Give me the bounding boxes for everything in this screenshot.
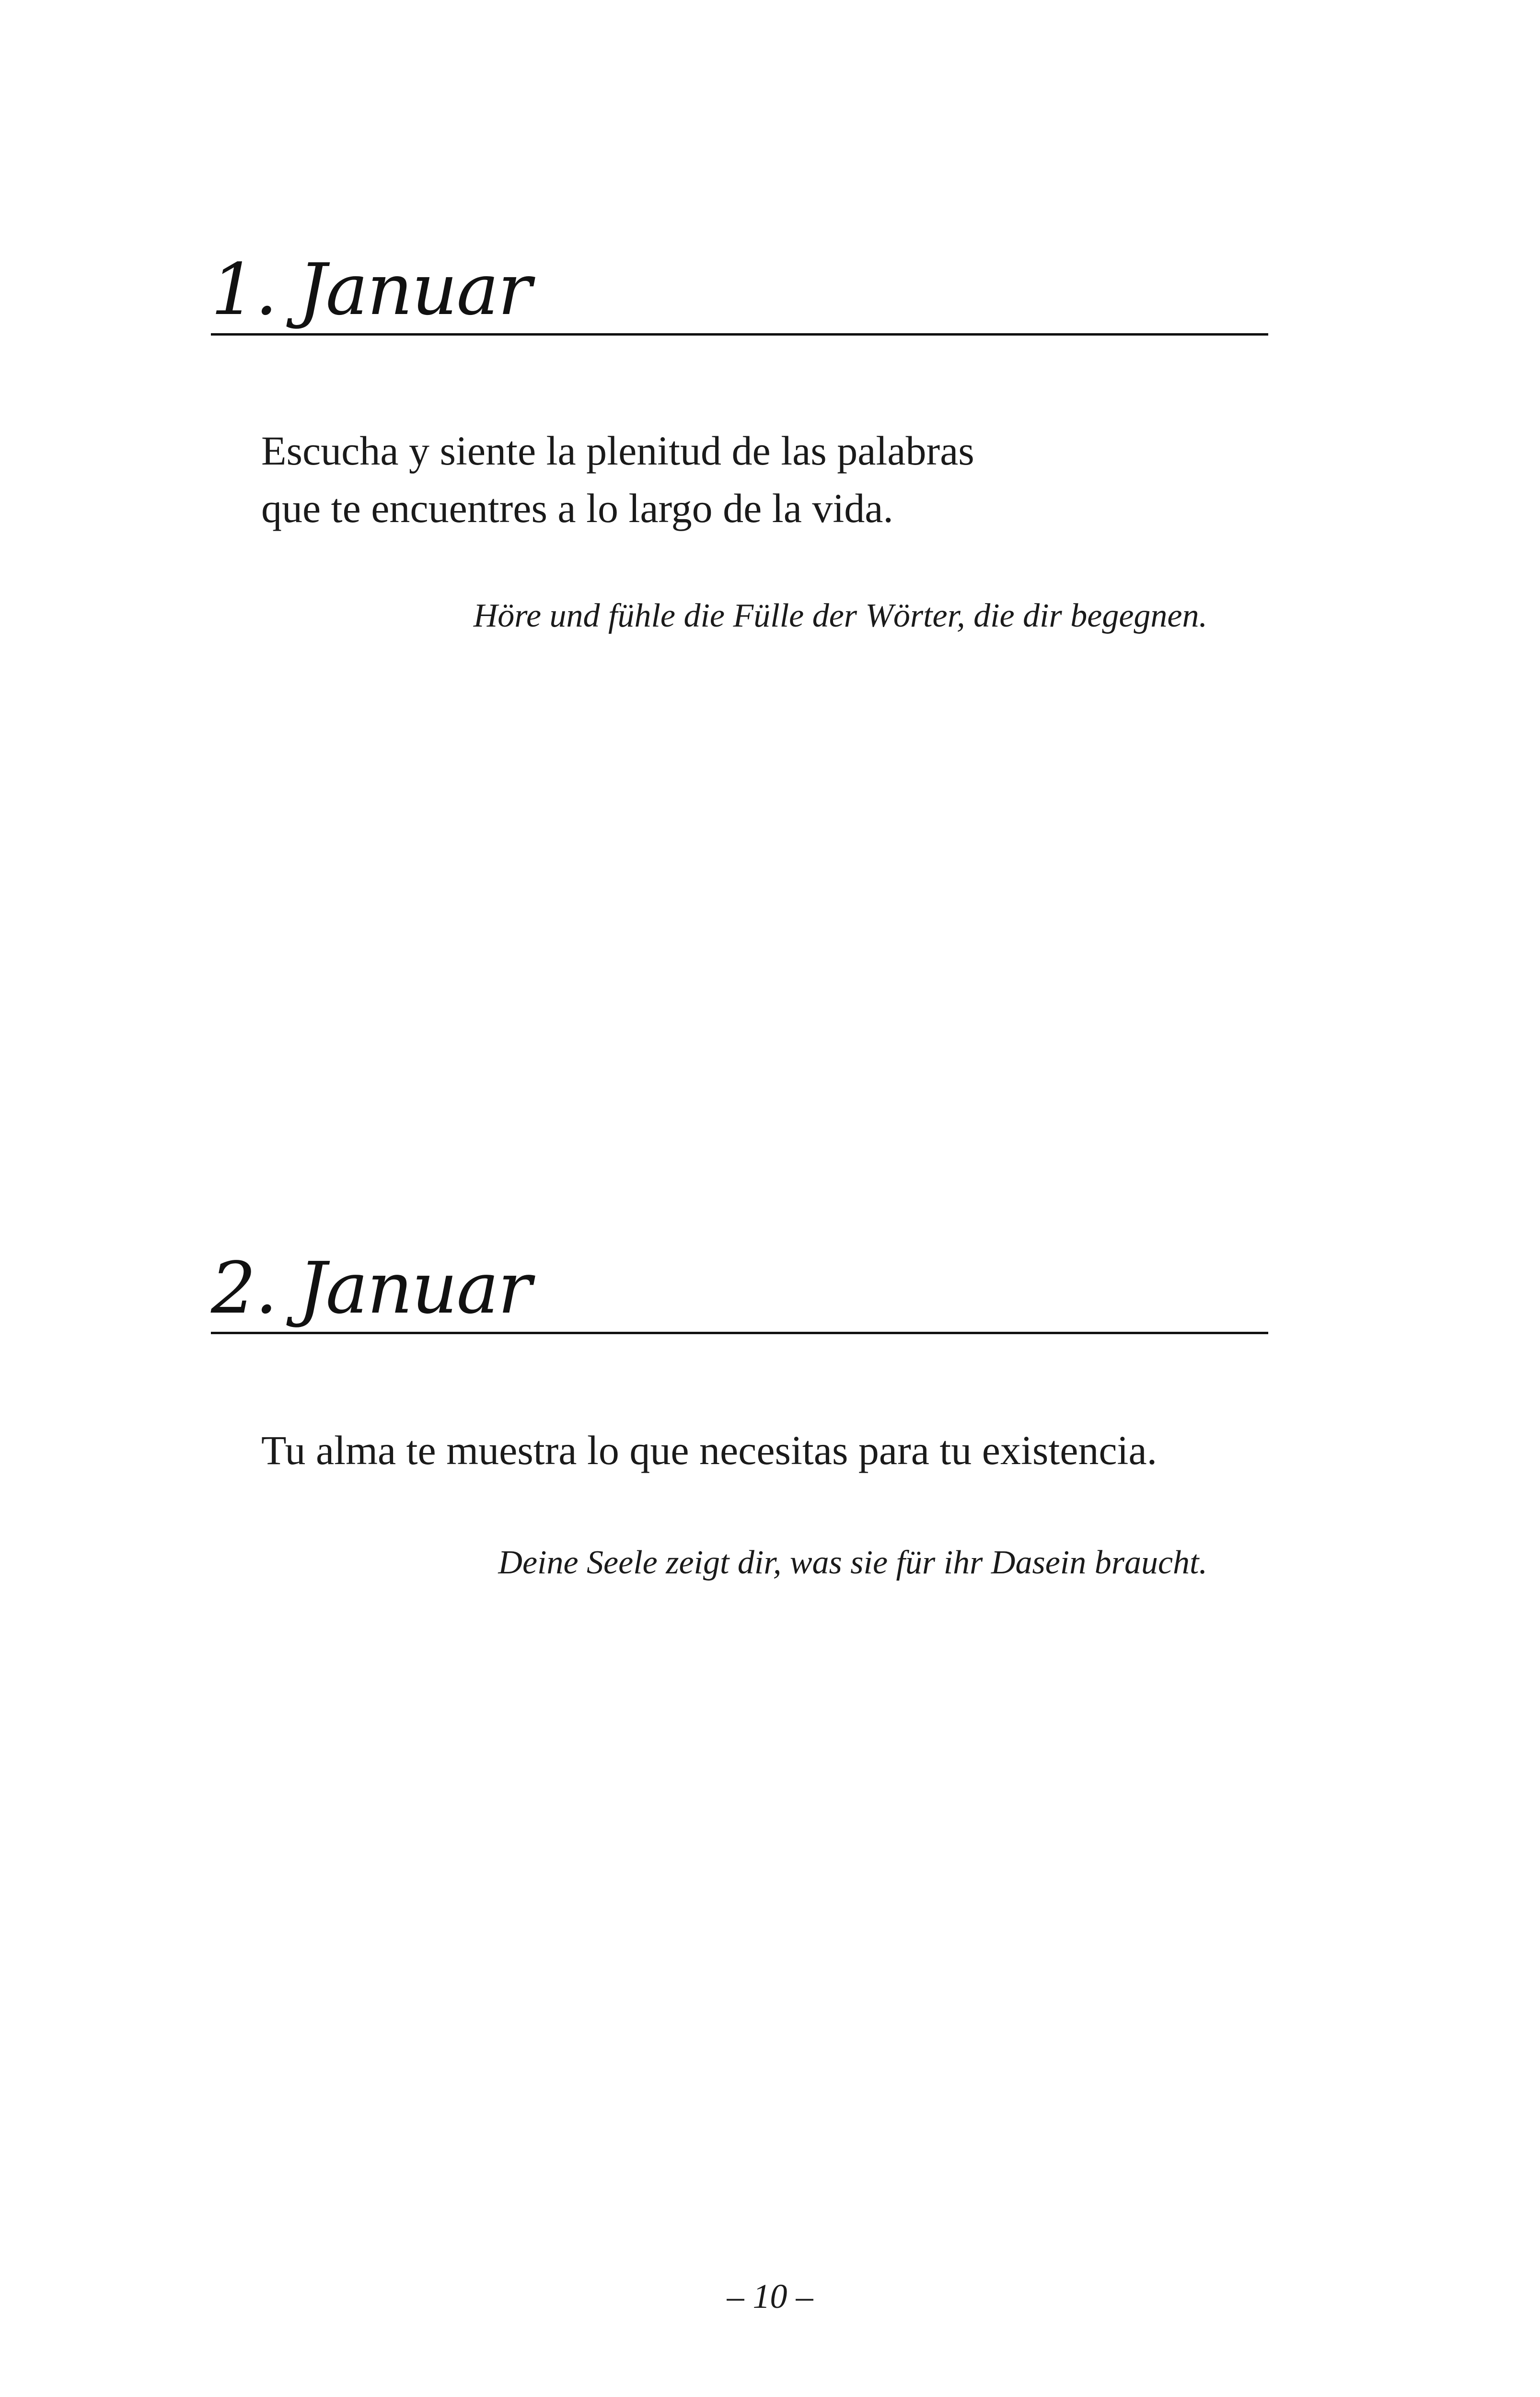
entry-1-spanish-line-2: que te encuentres a lo largo de la vida. (261, 485, 893, 531)
entry-2-date-title: 2. Januar (211, 1247, 531, 1329)
entry-1-spanish-text (261, 422, 974, 537)
page-number: – 10 – (727, 2277, 813, 2316)
entry-1-heading-rule (211, 333, 1268, 336)
entry-1-german-translation: Höre und fühle die Fülle der Wörter, die dir begegnen. (473, 597, 1207, 634)
entry-2-spanish-line-1: Tu alma te muestra lo que necesitas para tu existencia. (261, 1427, 1158, 1473)
entry-2-heading-rule (211, 1332, 1268, 1334)
entry-1-heading (211, 248, 1268, 336)
entry-2-heading (211, 1247, 1268, 1334)
entry-2-spanish-text (261, 1421, 1157, 1479)
entry-1-date-title: 1. Januar (211, 248, 531, 331)
entry-1-spanish-line-1: Escucha y siente la plenitud de las palabras (261, 428, 974, 474)
entry-2-german-translation: Deine Seele zeigt dir, was sie für ihr Dasein braucht. (498, 1544, 1207, 1581)
